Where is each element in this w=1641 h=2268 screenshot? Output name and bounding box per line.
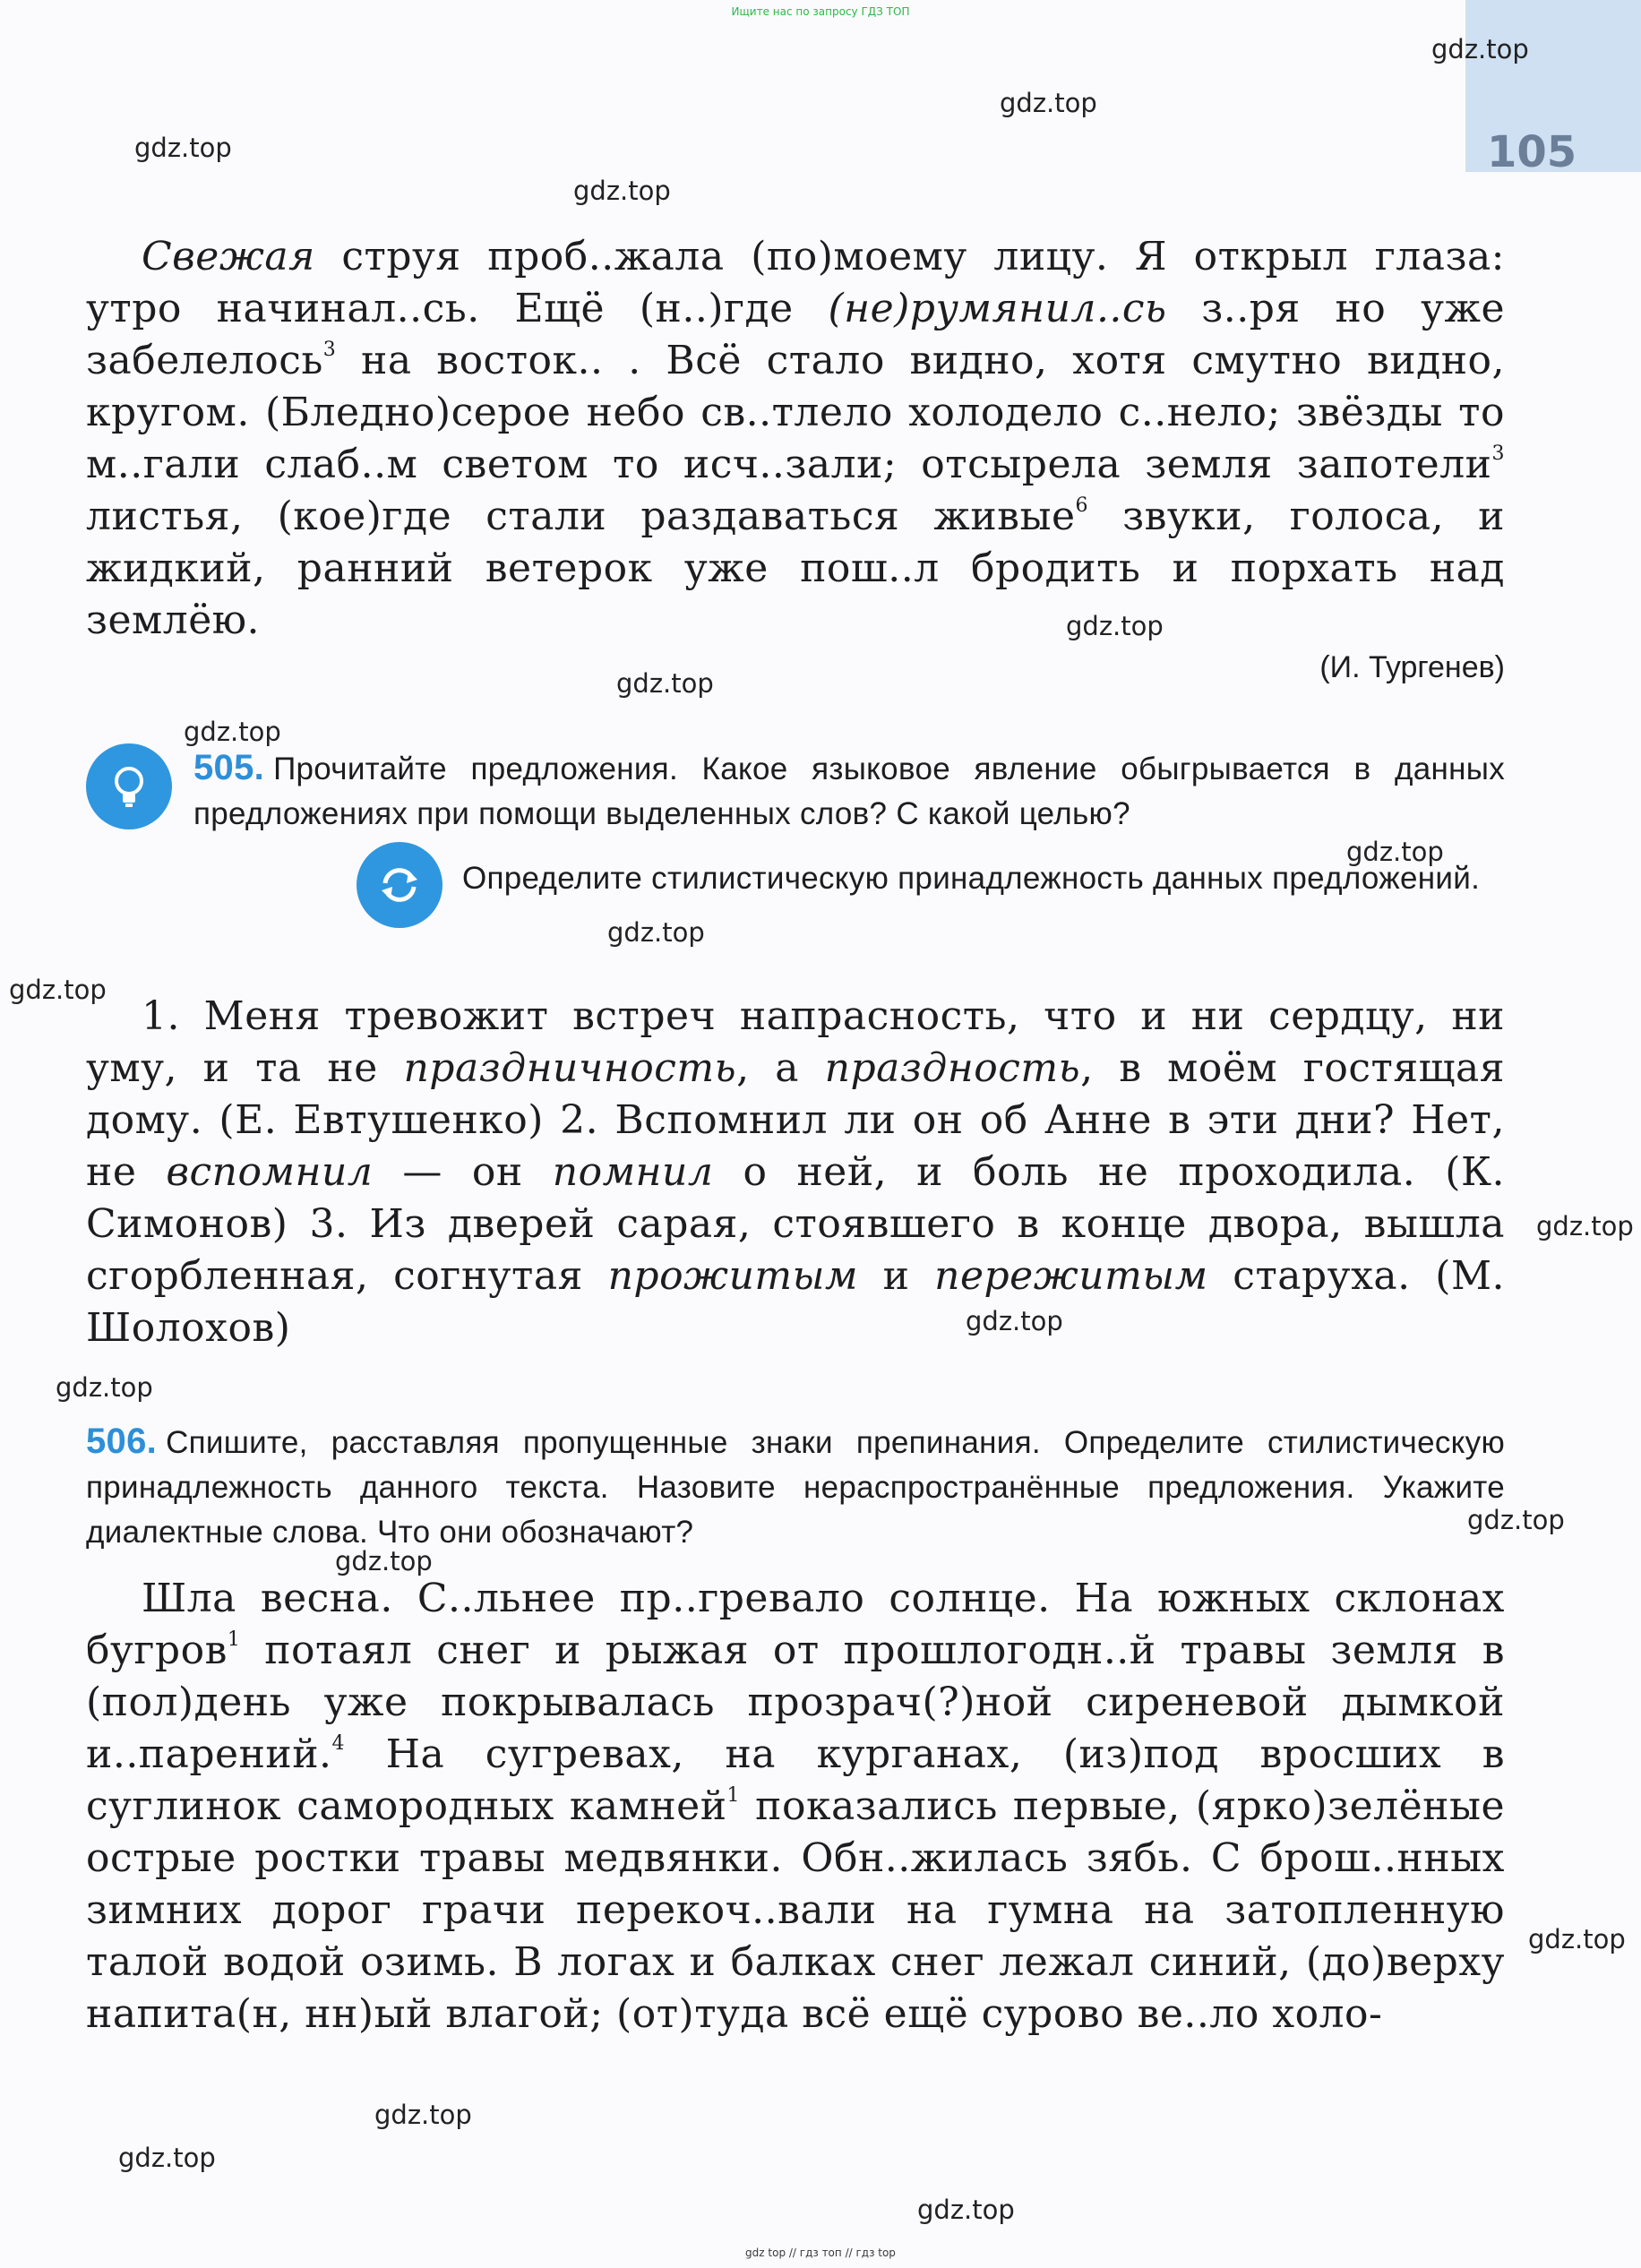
watermark: gdz.top bbox=[335, 1546, 433, 1576]
text-1 bbox=[86, 231, 1505, 685]
watermark: gdz.top bbox=[573, 176, 671, 206]
task-505-text bbox=[193, 745, 1505, 837]
text-span: на восток.. . Всё стало видно, хотя смутно видно, кругом. (Бледно)серое небо св..тлело холодело с..нело; звёзды то м..гали слаб..м светом то исч..зали; отсырела земля запотели bbox=[86, 338, 1505, 487]
task-text: Прочитайте предложения. Какое языковое явление обыгрывается в данных предложениях при помощи выделенных слов? С какой целью? bbox=[193, 752, 1505, 831]
watermark: gdz.top bbox=[1467, 1505, 1565, 1535]
watermark: gdz.top bbox=[56, 1372, 153, 1403]
text-span: звуки, голоса, и жидкий, ранний ветерок уже пош..л бродить и порхать над землёю. bbox=[86, 494, 1505, 643]
watermark: gdz.top bbox=[917, 2195, 1015, 2225]
text-span: потаял снег и рыжая от прошлогодн..й травы земля в (пол)день уже покрывалась прозрач(?)ной сиреневой дымкой и..парений. bbox=[86, 1628, 1505, 1777]
text-3 bbox=[86, 1573, 1505, 2040]
watermark: gdz.top bbox=[1066, 611, 1164, 641]
watermark: gdz.top bbox=[1431, 34, 1529, 64]
task-505-part2 bbox=[193, 856, 1505, 901]
highlighted-word: вспомнил bbox=[166, 1149, 374, 1195]
watermark: gdz.top bbox=[616, 668, 714, 699]
watermark: gdz.top bbox=[1536, 1211, 1634, 1241]
text-span: з..ря но уже забелелось bbox=[86, 286, 1505, 383]
text-span: Шла весна. С..льнее пр..гревало солнце. На южных склонах бугров bbox=[86, 1576, 1505, 1673]
watermark: gdz.top bbox=[184, 717, 281, 747]
footnote-mark: 4 bbox=[331, 1732, 346, 1755]
turgenev-text bbox=[86, 231, 1505, 647]
footnote-mark: 6 bbox=[1075, 494, 1089, 517]
author: (И. Тургенев) bbox=[1319, 650, 1505, 684]
text-span: листья, (кое)где стали раздаваться живые bbox=[86, 494, 1076, 539]
highlighted-word: Свежая bbox=[142, 234, 315, 279]
text-span: , в моём гостящая дому. (Е. Евтушенко) 2. Вспомнил ли он об Анне в эти дни? Нет, не bbox=[86, 1045, 1505, 1195]
watermark: gdz.top bbox=[118, 2143, 216, 2173]
watermark: gdz.top bbox=[374, 2100, 472, 2130]
text-span: На сугревах, на курганах, (из)под вросших в суглинок самородных камней bbox=[86, 1731, 1505, 1829]
watermark: gdz.top bbox=[1346, 837, 1444, 867]
highlighted-word: пережитым bbox=[934, 1253, 1208, 1299]
watermark: gdz.top bbox=[134, 133, 232, 163]
footnote-mark: 1 bbox=[227, 1628, 241, 1651]
task-text: Спишите, расставляя пропущенные знаки препинания. Определите стилистическую принадлежность данного текста. Назовите нераспространённые предложения. Укажите диалектные слова. Что они обозначают? bbox=[86, 1425, 1505, 1550]
footnote-mark: 1 bbox=[726, 1784, 741, 1807]
highlighted-word: праздничность bbox=[403, 1045, 737, 1091]
lightbulb-icon bbox=[86, 743, 172, 829]
highlighted-word: помнил bbox=[552, 1149, 714, 1195]
text-span: 1. Меня тревожит встреч напрасность, что и ни сердцу, ни уму, и та не bbox=[86, 993, 1505, 1091]
highlighted-word: праздность bbox=[824, 1045, 1081, 1091]
task-506 bbox=[86, 1419, 1505, 1555]
text-span: , а bbox=[736, 1045, 825, 1091]
task-number: 506. bbox=[86, 1422, 158, 1461]
text-span: струя проб..жала (по)моему лицу. Я открыл глаза: утро начинал..сь. Ещё (н..)где bbox=[86, 234, 1505, 331]
text-span: и bbox=[857, 1253, 935, 1299]
page-number: 105 bbox=[1487, 127, 1577, 177]
task-505 bbox=[193, 745, 1505, 837]
watermark: gdz.top bbox=[966, 1306, 1063, 1336]
watermark: gdz.top bbox=[1528, 1924, 1626, 1954]
task-506-text bbox=[86, 1419, 1505, 1555]
text-2 bbox=[86, 991, 1505, 1354]
text-span: старуха. (М. Шолохов) bbox=[86, 1253, 1505, 1351]
highlighted-word: прожитым bbox=[607, 1253, 858, 1299]
text-span: о ней, и боль не проходила. (К. Симонов) 3. Из дверей сарая, стоявшего в конце двора, вышла сгорбленная, согнутая bbox=[86, 1149, 1505, 1299]
watermark: gdz.top bbox=[9, 975, 107, 1005]
text-span: показались первые, (ярко)зелёные острые ростки травы медвянки. Обн..жилась зябь. С брош..нных зимних дорог грачи перекоч..вали на гумна на затопленную талой водой озимь. В логах и балках снег лежал синий, (до)верху напита(н, нн)ый влагой; (от)туда всё ещё сурово ве..ло холо- bbox=[86, 1783, 1505, 2037]
sholokhov-text bbox=[86, 1573, 1505, 2040]
footnote-mark: 3 bbox=[322, 339, 337, 361]
footnote-mark: 3 bbox=[1491, 442, 1505, 465]
sentences-text bbox=[86, 991, 1505, 1354]
task-number: 505. bbox=[193, 748, 265, 787]
watermark: gdz.top bbox=[1000, 88, 1097, 118]
task-505-text-2: Определите стилистическую принадлежность данных предложений. bbox=[462, 861, 1481, 896]
top-watermark: Ищите нас по запросу ГДЗ ТОП bbox=[731, 5, 910, 18]
watermark: gdz.top bbox=[607, 917, 705, 948]
text-span: — он bbox=[373, 1149, 553, 1195]
highlighted-word: (не)румянил..сь bbox=[828, 286, 1167, 331]
bottom-watermark: gdz top // гдз топ // гдз top bbox=[745, 2247, 896, 2259]
